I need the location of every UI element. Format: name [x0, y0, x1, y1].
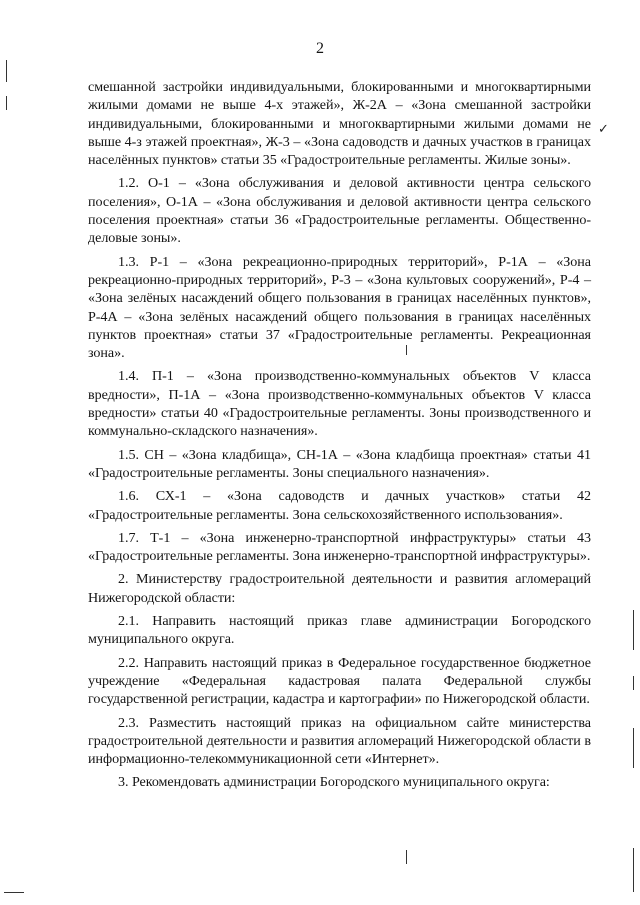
scan-edge-mark — [4, 892, 24, 893]
scan-edge-mark — [6, 96, 7, 110]
paragraph-1-7: 1.7. Т-1 – «Зона инженерно-транспортной инфраструктуры» статьи 43 «Градостроительные регламенты. Зона инженерно-транспортной инфраструктуры». — [88, 529, 591, 565]
scan-edge-mark — [633, 610, 634, 650]
paragraph-2-2: 2.2. Направить настоящий приказ в Федеральное государственное бюджетное учреждение «Федеральная кадастровая палата Федеральной службы государственной регистрации, кадастра и картографии» по Нижегородской области. — [88, 654, 591, 708]
paragraph-1-3: 1.3. Р-1 – «Зона рекреационно-природных территорий», Р-1А – «Зона рекреационно-природных территорий», Р-3 – «Зона культовых сооружений», Р-4 – «Зона зелёных насаждений общего пользования в границах населённых пунктов», Р-4А – «Зона зелёных насаждений общего пользования в границах населённых пунктов проектная» статьи 37 «Градостроительные регламенты. Рекреационная зона». — [88, 253, 591, 362]
scan-edge-mark — [633, 728, 634, 768]
paragraph-1-6: 1.6. СХ-1 – «Зона садоводств и дачных участков» статьи 42 «Градостроительные регламенты. Зона сельскохозяйственного использования». — [88, 488, 591, 523]
paragraph-2: 2. Министерству градостроительной деятельности и развития агломераций Нижегородской области: — [88, 571, 591, 606]
check-mark: ✓ — [598, 122, 609, 137]
paragraph-2-1: 2.1. Направить настоящий приказ главе администрации Богородского муниципального округа. — [88, 613, 591, 648]
paragraph-1-1-continuation: смешанной застройки индивидуальными, блокированными и многоквартирными жилыми домами не выше 4-х этажей», Ж-2А – «Зона смешанной застройки индивидуальными, блокированными и многоквартирными жилыми домами не выше 4-з этажей проектная», Ж-3 – «Зона садоводств и дачных участков в границах населённых пунктов» статьи 35 «Градостроительные регламенты. Жилые зоны». — [88, 79, 591, 169]
scan-edge-mark — [633, 676, 634, 690]
paragraph-1-5: 1.5. СН – «Зона кладбища», СН-1А – «Зона кладбища проектная» статьи 41 «Градостроительные регламенты. Зоны специального назначения». — [88, 446, 591, 481]
paragraph-1-2: 1.2. О-1 – «Зона обслуживания и деловой активности центра сельского поселения», О-1А – «Зона обслуживания и деловой активности центра сельского поселения проектная» статьи 36 «Градостроительные регламенты. Общественно-деловые зоны». — [88, 175, 591, 247]
scan-edge-mark — [633, 848, 634, 892]
document-body — [88, 78, 591, 792]
paragraph-2-3: 2.3. Разместить настоящий приказ на официальном сайте министерства градостроительной деятельности и развития агломераций Нижегородской области в информационно-телекоммуникационной сети «Интернет». — [88, 714, 591, 768]
scan-edge-mark — [6, 60, 7, 82]
paragraph-1-4: 1.4. П-1 – «Зона производственно-коммунальных объектов V класса вредности», П-1А – «Зона производственно-коммунальных объектов V класса вредности» статьи 40 «Градостроительные регламенты. Зоны производственного и коммунально-складского назначения». — [88, 368, 591, 440]
scan-edge-mark — [406, 850, 407, 864]
page-number: 2 — [316, 40, 324, 57]
paragraph-3: 3. Рекомендовать администрации Богородского муниципального округа: — [118, 774, 550, 791]
